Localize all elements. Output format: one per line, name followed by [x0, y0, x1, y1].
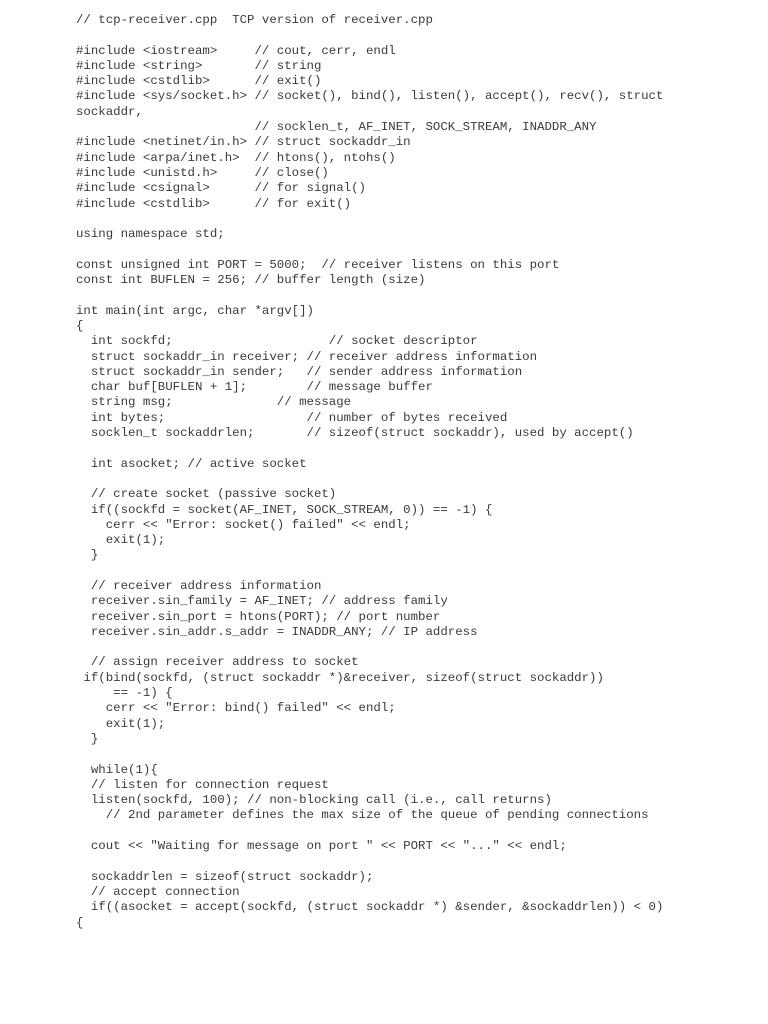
code-line: #include <string> // string [76, 58, 322, 73]
code-line: int main(int argc, char *argv[]) [76, 303, 314, 318]
code-line: // socklen_t, AF_INET, SOCK_STREAM, INADDR_ANY [76, 120, 597, 135]
code-line: if(bind(sockfd, (struct sockaddr *)&receiver, sizeof(struct sockaddr)) [76, 670, 604, 685]
code-line: cerr << "Error: bind() failed" << endl; [76, 701, 396, 716]
code-line [76, 824, 663, 839]
code-line: // tcp-receiver.cpp TCP version of receiver.cpp [76, 13, 433, 27]
code-line: receiver.sin_family = AF_INET; // address family [76, 594, 448, 609]
code-line: // assign receiver address to socket [76, 655, 359, 670]
code-line: #include <arpa/inet.h> // htons(), ntohs() [76, 150, 396, 165]
code-line: exit(1); [76, 533, 166, 548]
code-line: #include <unistd.h> // close() [76, 165, 329, 180]
code-line: #include <csignal> // for signal() [76, 181, 366, 196]
code-line: cout << "Waiting for message on port " << PORT << "..." << endl; [76, 839, 567, 854]
code-line [76, 747, 663, 762]
code-line: if((sockfd = socket(AF_INET, SOCK_STREAM, 0)) == -1) { [76, 502, 493, 517]
code-line: { [76, 915, 84, 930]
code-line: while(1){ [76, 762, 158, 777]
code-line: struct sockaddr_in receiver; // receiver address information [76, 349, 538, 364]
code-line: // receiver address information [76, 578, 322, 593]
code-line: int asocket; // active socket [76, 456, 307, 471]
code-line: sockaddr, [76, 104, 143, 119]
code-line [76, 288, 663, 303]
code-line: #include <sys/socket.h> // socket(), bind(), listen(), accept(), recv(), struct [76, 89, 664, 104]
code-line [76, 28, 663, 43]
code-line: // 2nd parameter defines the max size of the queue of pending connections [76, 808, 649, 823]
code-line: } [76, 731, 99, 746]
source-code-listing [76, 13, 663, 931]
code-line: struct sockaddr_in sender; // sender address information [76, 364, 523, 379]
code-line: if((asocket = accept(sockfd, (struct sockaddr *) &sender, &sockaddrlen)) < 0) [76, 900, 664, 915]
code-line: // listen for connection request [76, 777, 329, 792]
code-line: listen(sockfd, 100); // non-blocking call (i.e., call returns) [76, 793, 552, 808]
code-line: #include <cstdlib> // exit() [76, 74, 322, 89]
code-line: const int BUFLEN = 256; // buffer length (size) [76, 273, 426, 288]
code-line: #include <netinet/in.h> // struct sockaddr_in [76, 135, 411, 150]
code-line [76, 242, 663, 257]
code-line: using namespace std; [76, 227, 225, 242]
code-line: const unsigned int PORT = 5000; // receiver listens on this port [76, 257, 560, 272]
code-line: #include <cstdlib> // for exit() [76, 196, 352, 211]
code-line [76, 854, 663, 869]
code-line: string msg; // message [76, 395, 352, 410]
code-line: socklen_t sockaddrlen; // sizeof(struct sockaddr), used by accept() [76, 426, 634, 441]
code-line: { [76, 318, 84, 333]
code-line [76, 441, 663, 456]
code-line [76, 472, 663, 487]
code-line: receiver.sin_port = htons(PORT); // port number [76, 609, 441, 624]
code-line: int bytes; // number of bytes received [76, 410, 508, 425]
code-line: int sockfd; // socket descriptor [76, 334, 478, 349]
code-line: #include <iostream> // cout, cerr, endl [76, 43, 396, 58]
code-line: char buf[BUFLEN + 1]; // message buffer [76, 380, 433, 395]
code-line [76, 212, 663, 227]
code-line: // accept connection [76, 884, 240, 899]
code-line: exit(1); [76, 716, 166, 731]
code-line: receiver.sin_addr.s_addr = INADDR_ANY; // IP address [76, 624, 478, 639]
code-line: cerr << "Error: socket() failed" << endl; [76, 517, 411, 532]
code-line: // create socket (passive socket) [76, 487, 337, 502]
code-line: == -1) { [76, 686, 173, 701]
code-line [76, 640, 663, 655]
code-line [76, 564, 663, 579]
code-line: sockaddrlen = sizeof(struct sockaddr); [76, 869, 374, 884]
code-line: } [76, 548, 99, 563]
